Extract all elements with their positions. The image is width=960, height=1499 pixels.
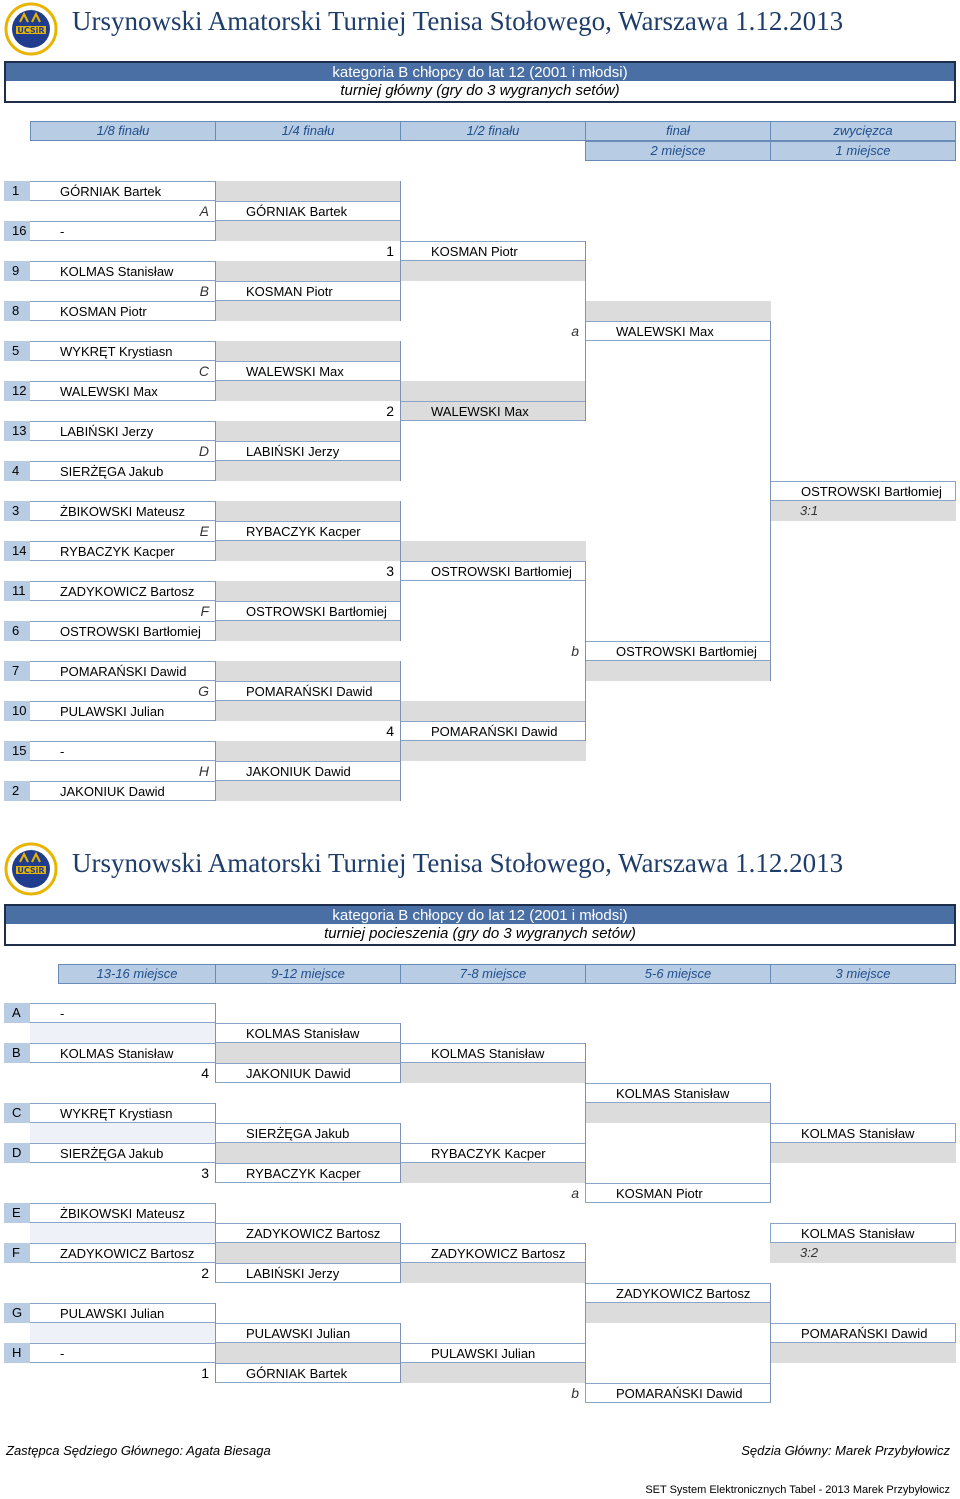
player-name: JAKONIUK Dawid — [215, 761, 401, 781]
category-banner: kategoria B chłopcy do lat 12 (2001 i młodsi) — [4, 61, 956, 83]
player-name: ZADYKOWICZ Bartosz — [215, 1223, 401, 1243]
row-band — [400, 381, 586, 401]
match-score: 3:2 — [800, 1245, 819, 1260]
player-name: - — [30, 1003, 216, 1023]
match-label: b — [571, 1385, 579, 1401]
row-band — [215, 701, 401, 721]
round-header-9-12: 9-12 miejsce — [215, 964, 401, 984]
player-name: KOLMAS Stanisław — [585, 1083, 771, 1103]
row-band — [215, 741, 401, 761]
player-name: OSTROWSKI Bartłomiej — [400, 561, 586, 581]
row-band — [215, 1343, 401, 1363]
row-band — [215, 461, 401, 481]
page-title-2: Ursynowski Amatorski Turniej Tenisa Stołowego, Warszawa 1.12.2013 — [72, 848, 844, 878]
player-name: KOLMAS Stanisław — [770, 1123, 956, 1143]
row-band — [30, 1223, 216, 1243]
slot-label: C — [4, 1103, 30, 1123]
player-name: POMARAŃSKI Dawid — [400, 721, 586, 741]
bracket-line — [400, 501, 401, 641]
player-name: ZADYKOWICZ Bartosz — [400, 1243, 586, 1263]
seed-number: 15 — [4, 741, 30, 761]
player-name: - — [30, 741, 216, 761]
row-band — [215, 261, 401, 281]
place-2-header: 2 miejsce — [585, 141, 771, 161]
player-name: GÓRNIAK Bartek — [215, 201, 401, 221]
row-band — [400, 701, 586, 721]
round-header-7-8: 7-8 miejsce — [400, 964, 586, 984]
row-band — [585, 661, 771, 681]
row-band — [215, 381, 401, 401]
player-name: JAKONIUK Dawid — [215, 1063, 401, 1083]
bracket-line — [770, 1283, 771, 1403]
row-band — [215, 181, 401, 201]
match-label: 2 — [201, 1265, 209, 1281]
seed-number: 4 — [4, 461, 30, 481]
match-label: 3 — [201, 1165, 209, 1181]
round-header-winner: zwycięzca — [770, 121, 956, 141]
bracket-line — [400, 341, 401, 481]
bracket-line — [400, 1123, 401, 1183]
row-band — [770, 1143, 956, 1163]
match-label: B — [199, 283, 209, 299]
round-header-1-4: 1/4 finału — [215, 121, 401, 141]
player-name: WALEWSKI Max — [215, 361, 401, 381]
bracket-line — [400, 661, 401, 801]
consolation-subtitle: turniej pocieszenia (gry do 3 wygranych setów) — [4, 924, 956, 946]
bracket-line — [215, 181, 216, 241]
player-name: KOLMAS Stanisław — [215, 1023, 401, 1043]
match-label: G — [198, 683, 209, 699]
slot-label: F — [4, 1243, 30, 1263]
bracket-line — [400, 1323, 401, 1383]
row-band — [215, 581, 401, 601]
row-band — [400, 541, 586, 561]
row-band — [215, 501, 401, 521]
match-label: 4 — [386, 723, 394, 739]
seed-number: 7 — [4, 661, 30, 681]
winner-score-band — [770, 501, 956, 521]
seed-number: 1 — [4, 181, 30, 201]
row-band — [400, 741, 586, 761]
bracket-line — [215, 421, 216, 481]
player-name: KOLMAS Stanisław — [400, 1043, 586, 1063]
chief-referee: Sędzia Główny: Marek Przybyłowicz — [741, 1443, 950, 1458]
player-name: KOLMAS Stanisław — [30, 1043, 216, 1063]
svg-text:UCSiR: UCSiR — [17, 866, 45, 875]
row-band — [770, 1243, 956, 1263]
row-band — [215, 1243, 401, 1263]
place-1-header: 1 miejsce — [770, 141, 956, 161]
bracket-line — [585, 1043, 586, 1183]
seed-number: 5 — [4, 341, 30, 361]
match-label: 1 — [201, 1365, 209, 1381]
bracket-line — [770, 321, 771, 681]
bracket-line — [215, 1103, 216, 1183]
deputy-referee: Zastępca Sędziego Głównego: Agata Biesaga — [6, 1443, 271, 1458]
player-name: KOLMAS Stanisław — [770, 1223, 956, 1243]
player-name: PULAWSKI Julian — [30, 701, 216, 721]
ucsir-logo-icon — [4, 842, 58, 896]
player-name: WALEWSKI Max — [400, 401, 586, 421]
winner-score: 3:1 — [800, 503, 819, 518]
bracket-line — [400, 1023, 401, 1083]
match-label: b — [571, 643, 579, 659]
row-band — [215, 621, 401, 641]
row-band — [215, 221, 401, 241]
match-label: 2 — [386, 403, 394, 419]
player-name: - — [30, 221, 216, 241]
round-header-13-16: 13-16 miejsce — [58, 964, 216, 984]
match-label: 4 — [201, 1065, 209, 1081]
page-title: Ursynowski Amatorski Turniej Tenisa Stołowego, Warszawa 1.12.2013 — [72, 6, 844, 36]
player-name: OSTROWSKI Bartłomiej — [215, 601, 401, 621]
seed-number: 6 — [4, 621, 30, 641]
bracket-line — [215, 661, 216, 721]
bracket-line — [215, 1203, 216, 1283]
slot-label: G — [4, 1303, 30, 1323]
player-name: ZADYKOWICZ Bartosz — [30, 581, 216, 601]
row-band — [215, 1043, 401, 1063]
row-band — [400, 1163, 586, 1183]
tournament-subtitle: turniej główny (gry do 3 wygranych setów) — [4, 81, 956, 103]
player-name: POMARAŃSKI Dawid — [585, 1383, 771, 1403]
player-name: KOSMAN Piotr — [585, 1183, 771, 1203]
player-name: GÓRNIAK Bartek — [30, 181, 216, 201]
player-name: KOSMAN Piotr — [400, 241, 586, 261]
bracket-line — [400, 181, 401, 321]
player-name: KOLMAS Stanisław — [30, 261, 216, 281]
slot-label: H — [4, 1343, 30, 1363]
player-name: LABIŃSKI Jerzy — [215, 441, 401, 461]
match-label: 3 — [386, 563, 394, 579]
row-band — [30, 1123, 216, 1143]
match-label: E — [199, 523, 209, 539]
slot-label: A — [4, 1003, 30, 1023]
bracket-line — [585, 241, 586, 421]
row-band — [215, 1143, 401, 1163]
match-label: C — [198, 363, 209, 379]
seed-number: 2 — [4, 781, 30, 801]
player-name: WALEWSKI Max — [30, 381, 216, 401]
player-name: RYBACZYK Kacper — [215, 1163, 401, 1183]
system-credit: SET System Elektronicznych Tabel - 2013 Marek Przybyłowicz — [645, 1484, 950, 1496]
player-name: SIERŻĘGA Jakub — [215, 1123, 401, 1143]
row-band — [30, 1323, 216, 1343]
bottom-logo — [4, 842, 58, 899]
player-name: RYBACZYK Kacper — [30, 541, 216, 561]
player-name: ZADYKOWICZ Bartosz — [30, 1243, 216, 1263]
match-label: D — [198, 443, 209, 459]
player-name: KOSMAN Piotr — [30, 301, 216, 321]
row-band — [400, 1063, 586, 1083]
match-label: H — [198, 763, 209, 779]
bracket-line — [215, 501, 216, 561]
match-label: 1 — [386, 243, 394, 259]
bracket-line — [215, 1303, 216, 1383]
row-band — [215, 781, 401, 801]
row-band — [770, 1343, 956, 1363]
round-header-3: 3 miejsce — [770, 964, 956, 984]
player-name: GÓRNIAK Bartek — [215, 1363, 401, 1383]
seed-number: 13 — [4, 421, 30, 441]
player-name: KOSMAN Piotr — [215, 281, 401, 301]
row-band — [215, 341, 401, 361]
row-band — [215, 421, 401, 441]
bracket-line — [215, 341, 216, 401]
player-name: POMARAŃSKI Dawid — [770, 1323, 956, 1343]
player-name: POMARAŃSKI Dawid — [30, 661, 216, 681]
seed-number: 14 — [4, 541, 30, 561]
player-name: SIERŻĘGA Jakub — [30, 461, 216, 481]
slot-label: E — [4, 1203, 30, 1223]
player-name: JAKONIUK Dawid — [30, 781, 216, 801]
ucsir-logo-icon — [4, 2, 58, 56]
player-name: ZADYKOWICZ Bartosz — [585, 1283, 771, 1303]
row-band — [215, 541, 401, 561]
player-name: WYKRĘT Krystiasn — [30, 1103, 216, 1123]
match-label: F — [200, 603, 209, 619]
seed-number: 10 — [4, 701, 30, 721]
round-header-1-8: 1/8 finału — [30, 121, 216, 141]
player-name: SIERŻĘGA Jakub — [30, 1143, 216, 1163]
player-name: LABIŃSKI Jerzy — [215, 1263, 401, 1283]
round-header-5-6: 5-6 miejsce — [585, 964, 771, 984]
player-name: WALEWSKI Max — [585, 321, 771, 341]
seed-number: 8 — [4, 301, 30, 321]
row-band — [585, 1303, 771, 1323]
player-name: ŻBIKOWSKI Mateusz — [30, 501, 216, 521]
round-header-1-2: 1/2 finału — [400, 121, 586, 141]
seed-number: 16 — [4, 221, 30, 241]
match-label: a — [571, 1185, 579, 1201]
player-name: LABIŃSKI Jerzy — [30, 421, 216, 441]
player-name: RYBACZYK Kacper — [400, 1143, 586, 1163]
slot-label: B — [4, 1043, 30, 1063]
bracket-line — [400, 1223, 401, 1283]
player-name: RYBACZYK Kacper — [215, 521, 401, 541]
player-name: POMARAŃSKI Dawid — [215, 681, 401, 701]
seed-number: 11 — [4, 581, 30, 601]
top-logo — [4, 2, 58, 59]
bracket-line — [215, 741, 216, 801]
player-name: OSTROWSKI Bartłomiej — [585, 641, 771, 661]
bracket-line — [770, 1083, 771, 1203]
bracket-line — [585, 1243, 586, 1383]
bracket-line — [215, 1003, 216, 1083]
seed-number: 12 — [4, 381, 30, 401]
row-band — [400, 1263, 586, 1283]
player-name: PULAWSKI Julian — [400, 1343, 586, 1363]
seed-number: 9 — [4, 261, 30, 281]
row-band — [30, 1023, 216, 1043]
match-label: a — [571, 323, 579, 339]
svg-text:UCSiR: UCSiR — [17, 26, 45, 35]
bracket-line — [215, 261, 216, 321]
player-name: ŻBIKOWSKI Mateusz — [30, 1203, 216, 1223]
row-band — [215, 661, 401, 681]
match-label: A — [199, 203, 209, 219]
category-banner-2: kategoria B chłopcy do lat 12 (2001 i młodsi) — [4, 904, 956, 926]
winner-name: OSTROWSKI Bartłomiej — [770, 481, 956, 501]
slot-label: D — [4, 1143, 30, 1163]
player-name: WYKRĘT Krystiasn — [30, 341, 216, 361]
bracket-line — [215, 581, 216, 641]
player-name: PULAWSKI Julian — [30, 1303, 216, 1323]
row-band — [215, 301, 401, 321]
row-band — [585, 301, 771, 321]
player-name: OSTROWSKI Bartłomiej — [30, 621, 216, 641]
seed-number: 3 — [4, 501, 30, 521]
row-band — [585, 1103, 771, 1123]
round-header-final: finał — [585, 121, 771, 141]
row-band — [400, 1363, 586, 1383]
row-band — [400, 261, 586, 281]
player-name: PULAWSKI Julian — [215, 1323, 401, 1343]
bracket-line — [585, 561, 586, 741]
player-name: - — [30, 1343, 216, 1363]
